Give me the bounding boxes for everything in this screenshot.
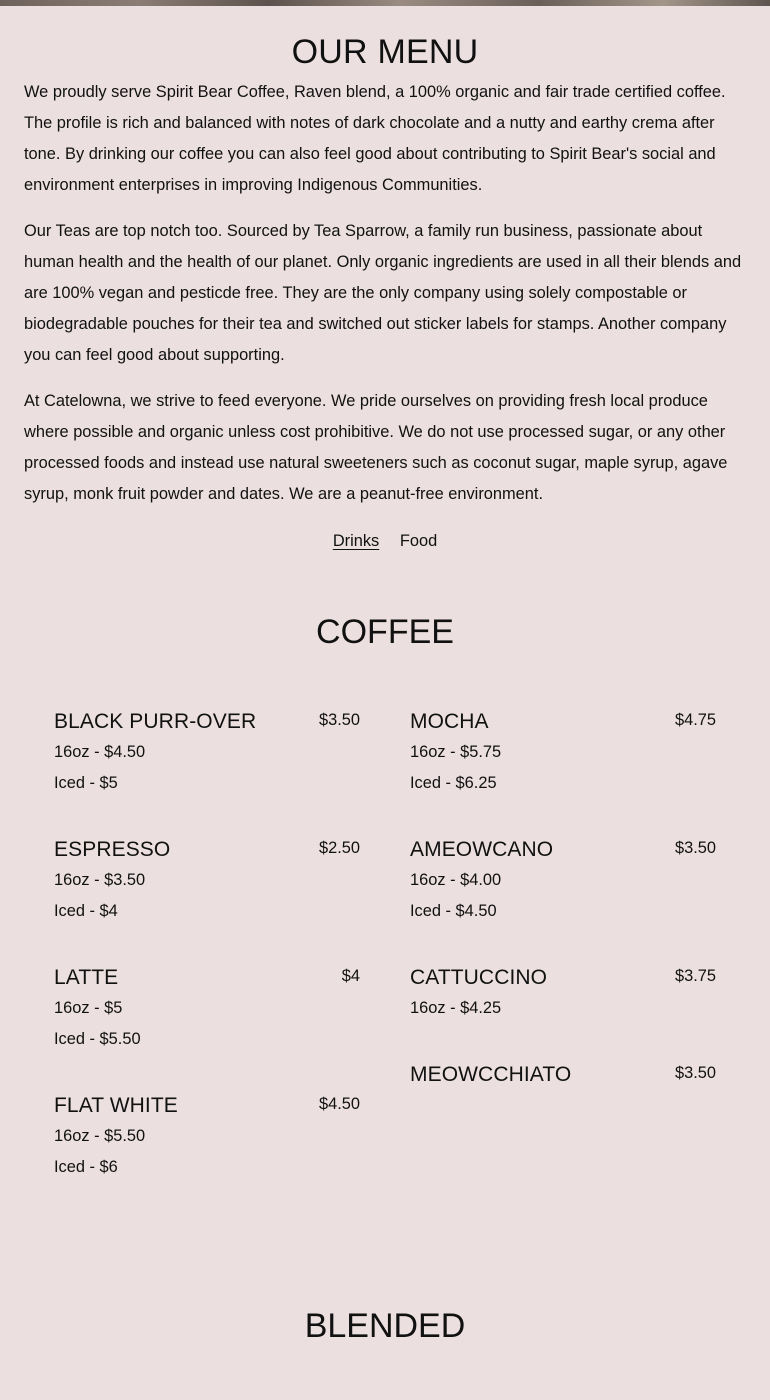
item-price: $4.75: [674, 711, 716, 729]
item-name: MOCHA: [410, 710, 489, 733]
menu-item-latte: [54, 964, 360, 1059]
item-price: $2.50: [318, 839, 360, 857]
item-name: BLACK PURR-OVER: [54, 710, 257, 733]
page-title: OUR MENU: [291, 33, 479, 71]
menu-item-espresso: [54, 836, 360, 931]
intro-coffee-paragraph: We proudly serve Spirit Bear Coffee, Raven blend, a 100% organic and fair trade certified coffee. The profile is rich and balanced with notes of dark chocolate and a nutty and earthy crema after tone. By drinking our coffee you can also feel good about contributing to Spirit Bear's social and environment enterprises in improving Indigenous Communities.: [24, 83, 726, 194]
menu-item-black-purr-over: [54, 708, 360, 803]
item-size-option: 16oz - $5.50: [54, 1127, 146, 1145]
item-price: $4.50: [318, 1095, 360, 1113]
item-size-option: 16oz - $5.75: [410, 743, 502, 761]
item-size-option: 16oz - $5: [54, 999, 123, 1017]
menu-item-ameowcano: [410, 836, 716, 931]
item-size-option: 16oz - $4.50: [54, 743, 146, 761]
menu-category-nav: [0, 529, 770, 553]
section-title-blended: BLENDED: [304, 1307, 466, 1345]
item-price: $4: [341, 967, 360, 985]
menu-item-mocha: [410, 708, 716, 803]
intro-tea-paragraph: Our Teas are top notch too. Sourced by Tea Sparrow, a family run business, passionate about human health and the health of our planet. Only organic ingredients are used in all their blends and are 100% vegan and pesticde free. They are the only company using solely compostable or biodegradable pouches for their tea and switched out sticker labels for stamps. Another company you can feel good about supporting.: [24, 222, 742, 364]
nav-food-link[interactable]: Food: [399, 532, 438, 550]
item-size-option: Iced - $4: [54, 902, 118, 920]
item-size-option: Iced - $6: [54, 1158, 118, 1176]
item-name: ESPRESSO: [54, 838, 171, 861]
intro-food-paragraph: At Catelowna, we strive to feed everyone. We pride ourselves on providing fresh local produce where possible and organic unless cost prohibitive. We do not use processed sugar, or any other processed foods and instead use natural sweeteners such as coconut sugar, maple syrup, agave syrup, monk fruit powder and dates. We are a peanut-free environment.: [24, 392, 728, 503]
item-size-option: Iced - $4.50: [410, 902, 497, 920]
hero-image-strip: [0, 0, 770, 6]
item-size-option: 16oz - $4.25: [410, 999, 502, 1017]
item-name: AMEOWCANO: [410, 838, 554, 861]
item-price: $3.75: [674, 967, 716, 985]
item-name: MEOWCCHIATO: [410, 1063, 572, 1086]
menu-item-cattuccino: [410, 964, 716, 1028]
item-size-option: 16oz - $3.50: [54, 871, 146, 889]
item-price: $3.50: [318, 711, 360, 729]
item-price: $3.50: [674, 839, 716, 857]
nav-drinks-link[interactable]: Drinks: [332, 532, 380, 550]
item-size-option: 16oz - $4.00: [410, 871, 502, 889]
item-name: FLAT WHITE: [54, 1094, 178, 1117]
item-size-option: Iced - $5.50: [54, 1030, 141, 1048]
item-size-option: Iced - $6.25: [410, 774, 497, 792]
item-size-option: Iced - $5: [54, 774, 118, 792]
item-name: LATTE: [54, 966, 119, 989]
menu-item-flat-white: [54, 1092, 360, 1187]
item-name: CATTUCCINO: [410, 966, 548, 989]
section-title-coffee: COFFEE: [316, 613, 454, 651]
item-price: $3.50: [674, 1064, 716, 1082]
menu-item-meowcchiato: [410, 1061, 716, 1091]
